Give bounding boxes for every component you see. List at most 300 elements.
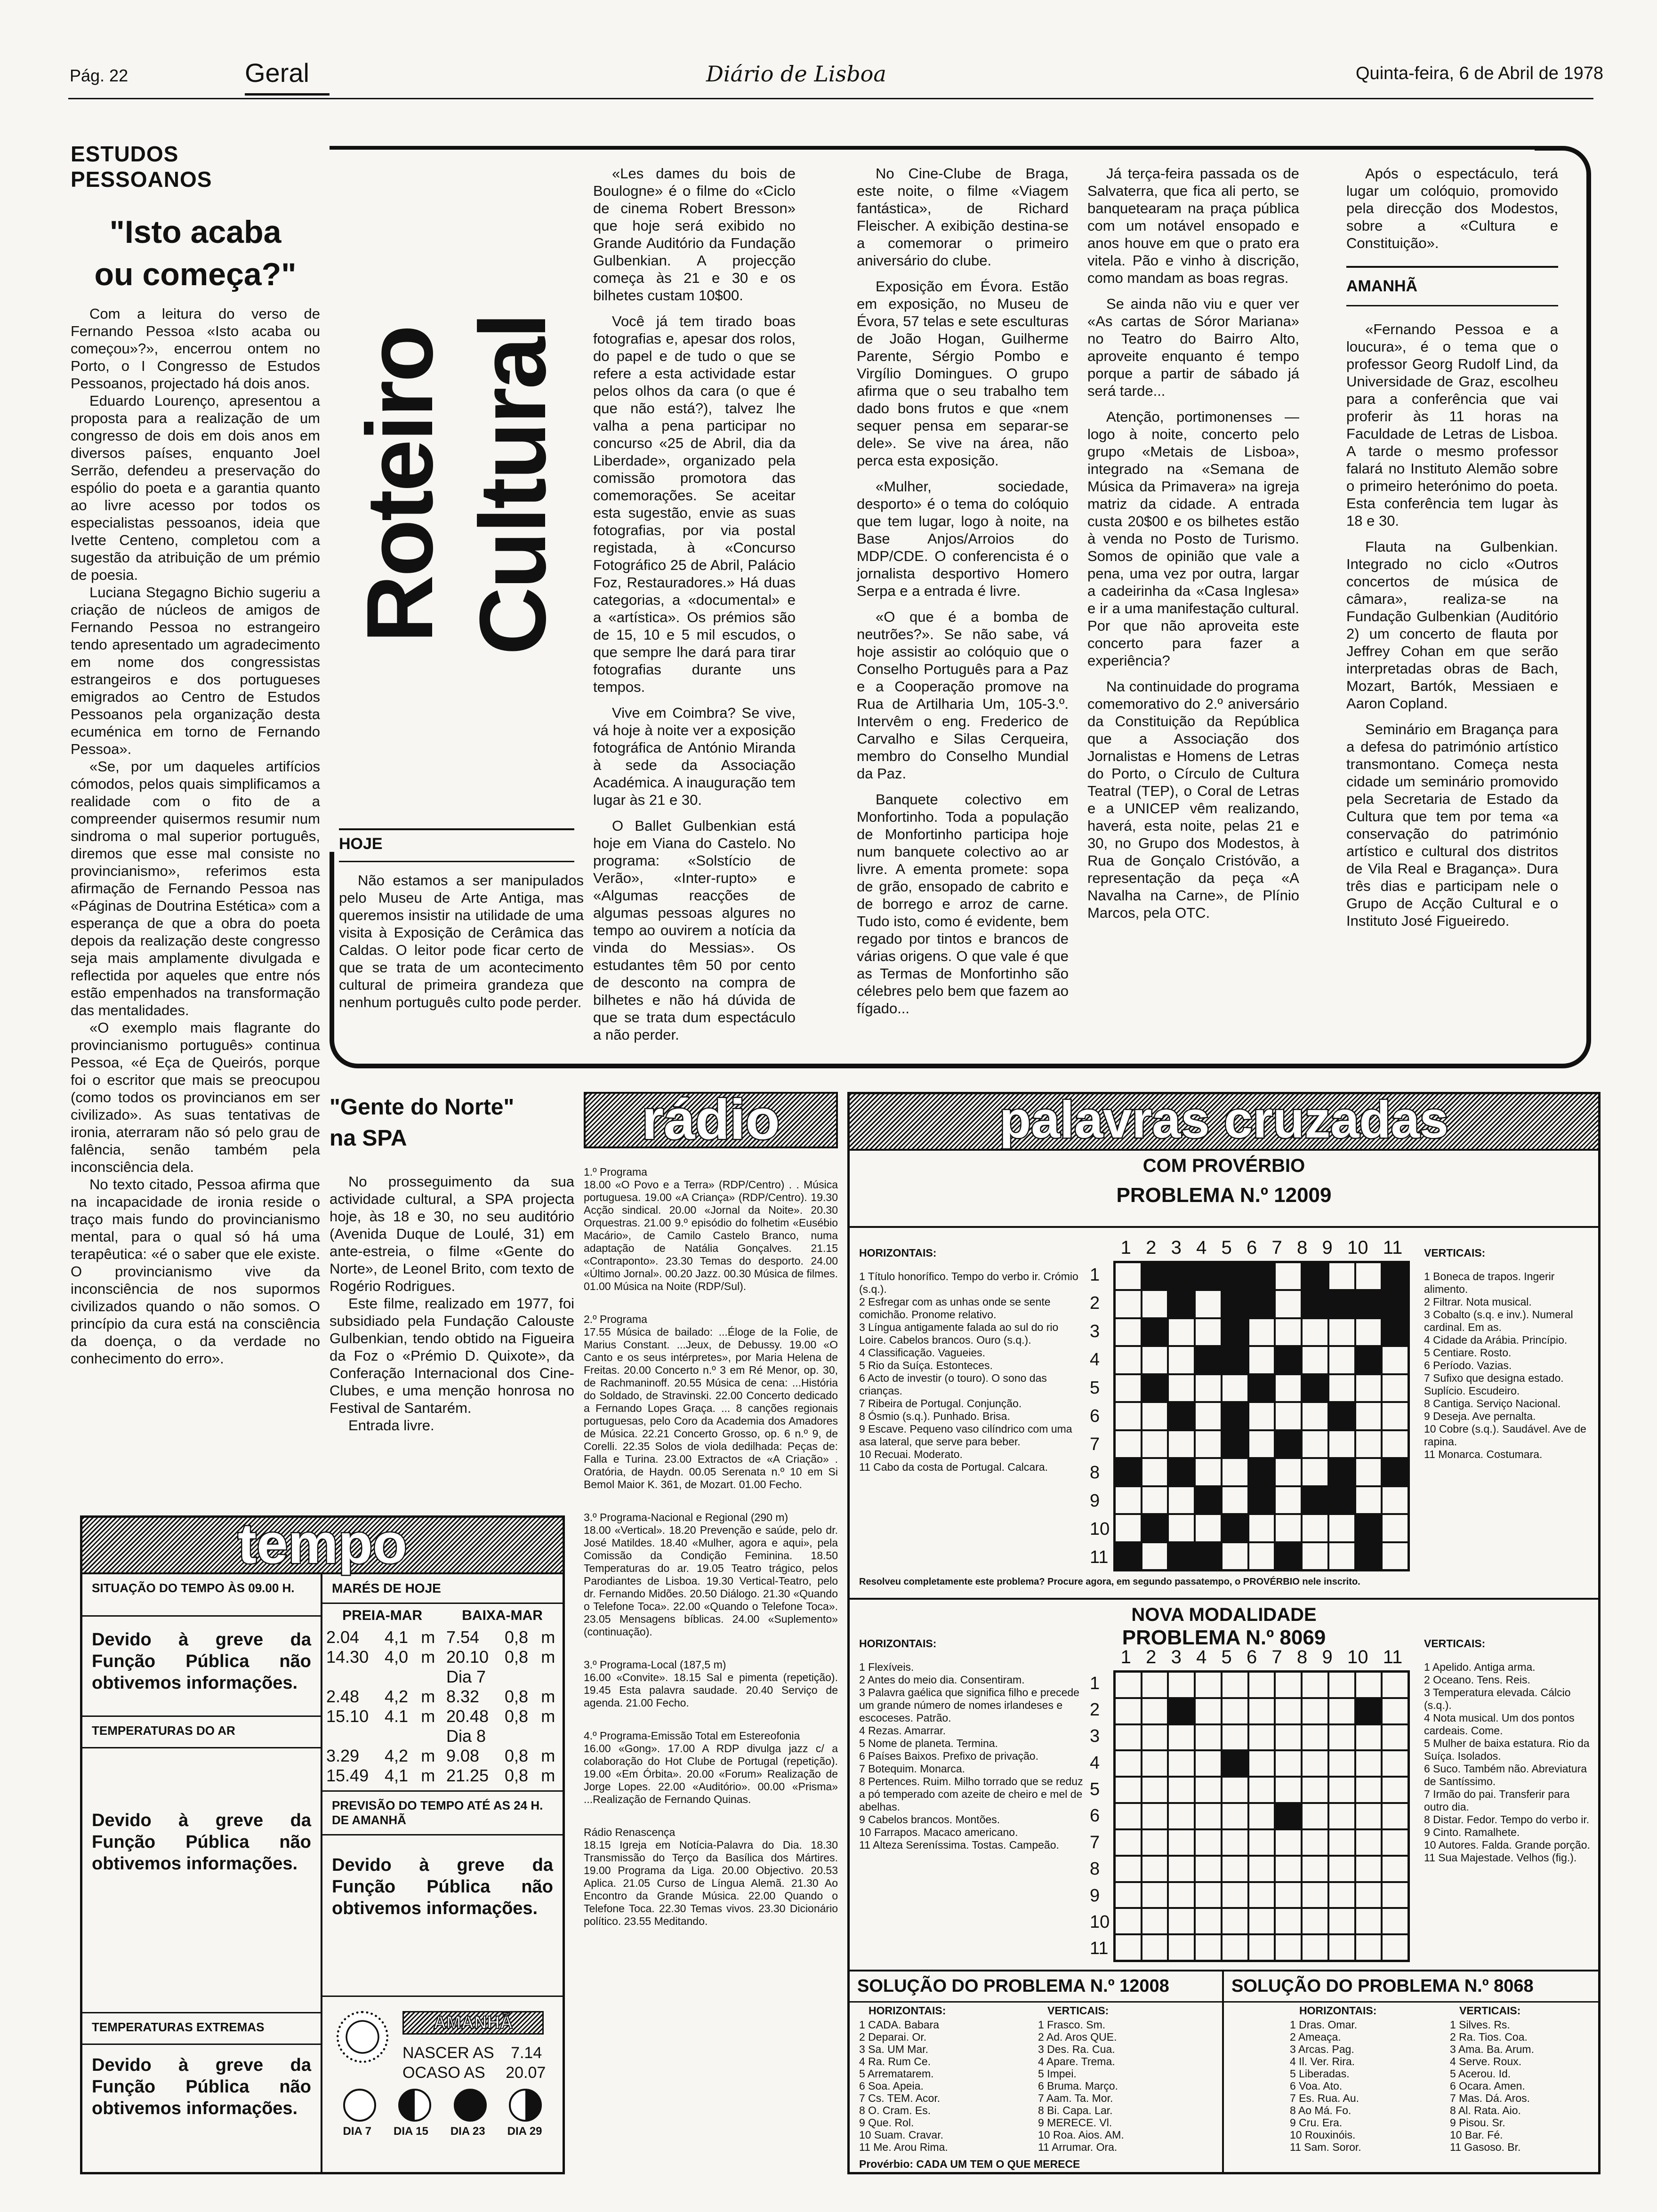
grid-cell[interactable] — [1222, 1803, 1248, 1829]
grid-cell[interactable] — [1382, 1724, 1408, 1751]
grid-cell[interactable] — [1355, 1750, 1382, 1777]
paragraph: «Les dames du bois de Boulogne» é o filme do «Ciclo de cinema Robert Bresson» que hoje será exibido no Grande Auditório da Fundação Gulbenkian. A projecção começa às 21 e 30 e os bilhetes custam 10$00. — [593, 165, 796, 304]
grid-cell[interactable] — [1382, 1829, 1408, 1856]
grid-cell[interactable] — [1328, 1777, 1355, 1803]
grid-cell[interactable] — [1115, 1430, 1142, 1458]
grid-cell[interactable] — [1115, 1672, 1142, 1698]
grid-cell[interactable] — [1195, 1908, 1222, 1934]
grid-cell[interactable] — [1222, 1542, 1248, 1570]
grid-cell[interactable] — [1328, 1724, 1355, 1751]
grid-cell[interactable] — [1302, 1777, 1328, 1803]
grid-cell[interactable] — [1195, 1458, 1222, 1486]
grid-cell[interactable] — [1115, 1290, 1142, 1318]
col-number: 1 — [1120, 1647, 1131, 1667]
grid-cell[interactable] — [1248, 1514, 1275, 1542]
grid-cell[interactable] — [1302, 1856, 1328, 1882]
grid-cell[interactable] — [1115, 1856, 1142, 1882]
tide-cell: 15.49 — [326, 1766, 369, 1785]
grid-cell[interactable] — [1248, 1908, 1275, 1934]
grid-cell[interactable] — [1275, 1486, 1302, 1514]
tide-cell: m — [541, 1647, 555, 1667]
tide-cell: 0,8 — [505, 1687, 529, 1706]
grid-cell[interactable] — [1248, 1346, 1275, 1374]
grid-cell[interactable] — [1142, 1882, 1168, 1908]
grid-cell[interactable] — [1222, 1777, 1248, 1803]
grid-cell[interactable] — [1275, 1374, 1302, 1402]
grid-cell[interactable] — [1302, 1542, 1328, 1570]
grid-cell-black — [1355, 1698, 1382, 1724]
grid-cell[interactable] — [1195, 1934, 1222, 1961]
grid-cell-black — [1302, 1486, 1328, 1514]
grid-cell[interactable] — [1168, 1882, 1195, 1908]
grid-cell[interactable] — [1302, 1908, 1328, 1934]
tide-cell — [537, 1726, 563, 1746]
tide-row — [322, 1707, 563, 1726]
grid-cell-black — [1168, 1458, 1195, 1486]
radio-listings — [584, 1153, 838, 1940]
grid-cell[interactable] — [1142, 1346, 1168, 1374]
grid-cell[interactable] — [1355, 1724, 1382, 1751]
tide-cell: m — [421, 1647, 435, 1667]
grid-cell[interactable] — [1302, 1318, 1328, 1346]
grid-cell[interactable] — [1168, 1829, 1195, 1856]
tide-cell: 7.54 — [446, 1627, 480, 1647]
grid-cell[interactable] — [1275, 1856, 1302, 1882]
grid-cell-black — [1382, 1262, 1408, 1290]
article-estudos-pessoanos — [71, 141, 320, 1367]
grid-cell[interactable] — [1195, 1672, 1222, 1698]
grid-cell[interactable] — [1142, 1803, 1168, 1829]
grid-cell[interactable] — [1355, 1908, 1382, 1934]
grid-cell[interactable] — [1142, 1908, 1168, 1934]
paper-name: Diário de Lisboa — [706, 61, 886, 87]
grid-cell[interactable] — [1382, 1934, 1408, 1961]
grid-cell[interactable] — [1355, 1803, 1382, 1829]
grid-cell[interactable] — [1355, 1486, 1382, 1514]
gente-body — [330, 1173, 574, 1434]
grid-cell[interactable] — [1275, 1934, 1302, 1961]
grid-cell[interactable] — [1328, 1514, 1355, 1542]
resolveu-note: Resolveu completamente este problema? Procure agora, em segundo passatempo, o PROVÉRBIO nele inscrito. — [859, 1577, 1360, 1587]
grid-cell[interactable] — [1275, 1402, 1302, 1430]
grid-cell[interactable] — [1382, 1430, 1408, 1458]
col-number: 4 — [1196, 1237, 1207, 1258]
grid-cell[interactable] — [1248, 1934, 1275, 1961]
tide-cell: 20.10 — [446, 1647, 489, 1667]
grid-cell[interactable] — [1355, 1402, 1382, 1430]
grid-cell[interactable] — [1115, 1908, 1142, 1934]
grid-cell[interactable] — [1115, 1934, 1142, 1961]
hoje-rule — [339, 828, 574, 830]
grid-cell[interactable] — [1275, 1882, 1302, 1908]
tide-cell — [381, 1726, 417, 1746]
grid-cell[interactable] — [1248, 1402, 1275, 1430]
solution-2-title: SOLUÇÃO DO PROBLEMA N.º 8068 — [1224, 1972, 1598, 2003]
grid-cell[interactable] — [1142, 1777, 1168, 1803]
grid-cell[interactable] — [1222, 1934, 1248, 1961]
grid-cell[interactable] — [1115, 1750, 1142, 1777]
grid-cell[interactable] — [1195, 1856, 1222, 1882]
roteiro-col-4 — [1087, 165, 1299, 922]
grid-cell[interactable] — [1382, 1856, 1408, 1882]
grid-cell[interactable] — [1355, 1672, 1382, 1698]
paragraph: «Mulher, sociedade, desporto» é o tema do colóquio que tem lugar, logo à noite, na Base Anjos/Arroios do MDP/CDE. O conferencista é o jornalista desportivo Homero Serpa e a entrada é livre. — [857, 478, 1069, 599]
grid-cell[interactable] — [1302, 1829, 1328, 1856]
temp-ext-label: TEMPERATURAS EXTREMAS — [82, 2012, 321, 2045]
grid-cell[interactable] — [1275, 1318, 1302, 1346]
grid-cell[interactable] — [1115, 1724, 1142, 1751]
grid-cell[interactable] — [1302, 1458, 1328, 1486]
grid-cell[interactable] — [1222, 1458, 1248, 1486]
grid-cell[interactable] — [1168, 1908, 1195, 1934]
sun-icon — [337, 2011, 388, 2063]
grid-cell[interactable] — [1115, 1829, 1142, 1856]
grid-cell[interactable] — [1355, 1458, 1382, 1486]
grid-cell[interactable] — [1328, 1829, 1355, 1856]
tide-cell: 20.48 — [446, 1707, 489, 1726]
section-name: Geral — [245, 58, 309, 88]
grid-cell[interactable] — [1328, 1934, 1355, 1961]
grid-cell[interactable] — [1115, 1514, 1142, 1542]
grid-cell[interactable] — [1142, 1829, 1168, 1856]
grid-cell-black — [1168, 1542, 1195, 1570]
issue-date: Quinta-feira, 6 de Abril de 1978 — [1356, 64, 1604, 83]
grid-cell[interactable] — [1222, 1486, 1248, 1514]
tide-cell — [417, 1726, 442, 1746]
tide-row — [322, 1667, 563, 1687]
grid-cell[interactable] — [1302, 1750, 1328, 1777]
grid-cell[interactable] — [1275, 1724, 1302, 1751]
grid-cell[interactable] — [1302, 1934, 1328, 1961]
grid-cell[interactable] — [1195, 1750, 1222, 1777]
grid-cell[interactable] — [1248, 1750, 1275, 1777]
paragraph: Após o espectáculo, terá lugar um colóquio, promovido pela direcção dos Modestos, sobre a «Cultura e Constituição». — [1346, 165, 1558, 251]
grid-cell[interactable] — [1248, 1698, 1275, 1724]
radio-section — [584, 1088, 838, 2165]
tide-cell: 15.10 — [326, 1707, 369, 1726]
grid-cell[interactable] — [1142, 1698, 1168, 1724]
grid-cell[interactable] — [1302, 1882, 1328, 1908]
grid-cell[interactable] — [1275, 1290, 1302, 1318]
grid-cell[interactable] — [1382, 1486, 1408, 1514]
grid-cell[interactable] — [1355, 1829, 1382, 1856]
grid-cell[interactable] — [1355, 1430, 1382, 1458]
grid-cell[interactable] — [1115, 1374, 1142, 1402]
grid-cell[interactable] — [1222, 1698, 1248, 1724]
row-number: 5 — [1090, 1378, 1100, 1398]
grid-cell[interactable] — [1115, 1486, 1142, 1514]
grid-cell[interactable] — [1302, 1803, 1328, 1829]
solutions — [850, 1970, 1598, 2172]
grid-cell[interactable] — [1328, 1430, 1355, 1458]
tide-cell: 4,2 — [385, 1746, 409, 1765]
problem-1-title: PROBLEMA N.º 12009 — [1116, 1184, 1332, 1207]
grid-cell-black — [1328, 1458, 1355, 1486]
grid-cell[interactable] — [1302, 1402, 1328, 1430]
grid-cell[interactable] — [1168, 1374, 1195, 1402]
tide-cell — [417, 1667, 442, 1687]
grid-cell[interactable] — [1328, 1908, 1355, 1934]
grid-cell[interactable] — [1302, 1724, 1328, 1751]
crossword-title: palavras cruzadas — [999, 1091, 1448, 1149]
grid-cell[interactable] — [1328, 1698, 1355, 1724]
grid-cell-black — [1142, 1374, 1168, 1402]
grid-cell-black — [1382, 1458, 1408, 1486]
tide-cell: 4.1 — [385, 1707, 409, 1726]
grid-cell[interactable] — [1328, 1318, 1355, 1346]
tide-cell: m — [421, 1766, 435, 1785]
grid-cell[interactable] — [1382, 1514, 1408, 1542]
grid-cell[interactable] — [1382, 1698, 1408, 1724]
grid-cell[interactable] — [1195, 1698, 1222, 1724]
grid-cell[interactable] — [1115, 1882, 1142, 1908]
grid-cell[interactable] — [1328, 1750, 1355, 1777]
grid-cell[interactable] — [1168, 1672, 1195, 1698]
col-number: 5 — [1221, 1237, 1232, 1258]
grid-cell[interactable] — [1275, 1262, 1302, 1290]
grid-cell-black — [1248, 1458, 1275, 1486]
tide-cell — [381, 1667, 417, 1687]
grid-cell[interactable] — [1195, 1803, 1222, 1829]
tide-cell: Dia 8 — [446, 1726, 486, 1746]
grid-cell[interactable] — [1275, 1750, 1302, 1777]
grid-cell[interactable] — [1195, 1318, 1222, 1346]
grid-cell[interactable] — [1275, 1698, 1302, 1724]
grid-cell[interactable] — [1115, 1803, 1142, 1829]
radio-program: 4.º Programa-Emissão Total em Estereofonia 16.00 «Gong». 17.00 A RDP divulga jazz c/ a colaboração do Hot Clube de Portugal (repetição). 19.00 «Em Órbita». 20.00 «Forum» Realização de Jorge Lopes. 22.00 «Auditório». 00.00 «Prisma» ...Realização de Fernando Quinas. — [584, 1730, 838, 1805]
grid-cell-black — [1142, 1262, 1168, 1290]
row-number: 8 — [1090, 1859, 1100, 1879]
radio-program: 2.º Programa 17.55 Música de bailado: ...Éloge de la Folie, de Marius Constant. ...Jeux, de Debussy. 19.00 «O Canto e os seus intérpretes», por Maria Helena de Freitas. 20.00 Concerto n.º 3 em Ré Menor, op. 30, de Rachmaninoff. 20.55 Música de cena: ...História do Soldado, de Stravinski. 22.00 Concerto dedicado a Fernando Lopes Graça. ... 8 canções regionais portuguesas, pelo Coro da Academia dos Amadores de Música. 22.21 Concerto Grosso, op. 6 n.º 9, de Corelli. 22.35 Solos de viola dedilhada: Peças de: Falla e Turina. 23.00 Extractos de «A Criação» . Oratória, de Haydn. 00.05 Serenata n.º 10 em Si Bemol Maior K. 361, de Mozart. 01.00 Fecho. — [584, 1313, 838, 1491]
grid-cell[interactable] — [1355, 1856, 1382, 1882]
amanha-badge: AMANHÃ — [402, 2011, 544, 2035]
grid-cell[interactable] — [1142, 1724, 1168, 1751]
grid-cell[interactable] — [1142, 1486, 1168, 1514]
crossword-grid-1 — [1113, 1261, 1410, 1571]
grid-cell[interactable] — [1355, 1374, 1382, 1402]
grid-cell[interactable] — [1115, 1777, 1142, 1803]
grid-cell[interactable] — [1195, 1514, 1222, 1542]
grid-cell[interactable] — [1328, 1262, 1355, 1290]
grid-cell[interactable] — [1115, 1346, 1142, 1374]
amanha-text — [1346, 321, 1558, 930]
grid-cell[interactable] — [1355, 1318, 1382, 1346]
row-number: 3 — [1090, 1321, 1100, 1341]
grid-cell-black — [1195, 1486, 1222, 1514]
grid-cell[interactable] — [1195, 1290, 1222, 1318]
paragraph: Você já tem tirado boas fotografias e, apesar dos rolos, do papel e de tudo o que se refere a esta actividade estar pelos olhos da cara (o que é que não está?), talvez lhe valha a pena participar no concurso «25 de Abril, dia da Liberdade», organizado pela comissão promotora das comemorações. Se aceitar esta sugestão, envie as suas fotografias, por via postal registada, à «Concurso Fotográfico 25 de Abril, Palácio Foz, Restauradores.» Há duas categorias, a «documental» e a «artística». Os prémios são de 15, 10 e 5 mil escudos, o que sempre lhe dará para tirar fotografias durante uns tempos. — [593, 313, 796, 695]
moon-waning-icon — [398, 2089, 431, 2122]
grid-cell[interactable] — [1168, 1346, 1195, 1374]
grid-cell[interactable] — [1382, 1777, 1408, 1803]
grid-cell[interactable] — [1248, 1542, 1275, 1570]
grid-cell[interactable] — [1195, 1724, 1222, 1751]
tide-cell: m — [541, 1766, 555, 1785]
paragraph: Com a leitura do verso de Fernando Pessoa «Isto acaba ou começou»?», encerrou ontem no Porto, o I Congresso de Estudos Pessoanos, projectado há dois anos. — [71, 305, 320, 392]
grid-cell[interactable] — [1168, 1430, 1195, 1458]
grid-cell[interactable] — [1248, 1430, 1275, 1458]
paragraph: No prosseguimento da sua actividade cultural, a SPA projecta hoje, às 18 e 30, no seu auditório (Avenida Duque de Loulé, 31) em ante-estreia, o filme «Gente do Norte», de Leonel Brito, com texto de Rogério Rodrigues. — [330, 1173, 574, 1294]
grid-cell[interactable] — [1168, 1803, 1195, 1829]
grid-cell[interactable] — [1168, 1777, 1195, 1803]
situacao-label: SITUAÇÃO DO TEMPO ÀS 09.00 H. — [82, 1574, 321, 1617]
grid-cell[interactable] — [1275, 1829, 1302, 1856]
grid-cell[interactable] — [1142, 1856, 1168, 1882]
tide-cell — [322, 1726, 381, 1746]
grid-cell[interactable] — [1302, 1672, 1328, 1698]
grid-cell[interactable] — [1302, 1430, 1328, 1458]
col5-intro — [1346, 165, 1558, 252]
grid-cell[interactable] — [1195, 1829, 1222, 1856]
grid-cell[interactable] — [1355, 1777, 1382, 1803]
grid-cell[interactable] — [1222, 1908, 1248, 1934]
grid-cell[interactable] — [1115, 1402, 1142, 1430]
moon-day: DIA 7 — [343, 2125, 371, 2138]
grid-cell[interactable] — [1275, 1908, 1302, 1934]
grid-cell[interactable] — [1115, 1318, 1142, 1346]
col-number: 6 — [1247, 1237, 1257, 1258]
grid-cell[interactable] — [1222, 1882, 1248, 1908]
vert-clues-2: 1 Apelido. Antiga arma. 2 Oceano. Tens. Reis. 3 Temperatura elevada. Cálcio (s.q.). 4 Nota musical. Um dos pontos cardeais. Come. 5 Mulher de baixa estatura. Rio da Suíça. Isolados. 6 Suco. Também não. Abreviatura de Santíssimo. 7 Irmão do pai. Transferir para outro dia. 8 Distar. Fedor. Tempo do verbo ir. 9 Cinto. Ramalhete. 10 Autores. Falda. Grande porção. 11 Sua Majestade. Velhos (fig.). — [1424, 1661, 1590, 1864]
grid-cell[interactable] — [1355, 1882, 1382, 1908]
ocaso-row — [402, 2064, 546, 2082]
grid-cell-black — [1382, 1318, 1408, 1346]
grid-cell[interactable] — [1248, 1777, 1275, 1803]
grid-cell[interactable] — [1168, 1514, 1195, 1542]
grid-cell[interactable] — [1382, 1908, 1408, 1934]
grid-cell[interactable] — [1302, 1514, 1328, 1542]
tide-cell: 0,8 — [505, 1707, 529, 1726]
col-number: 2 — [1146, 1647, 1157, 1667]
roteiro-vertical-title — [339, 174, 565, 819]
grid-cell[interactable] — [1222, 1829, 1248, 1856]
grid-cell[interactable] — [1248, 1724, 1275, 1751]
horiz-clues-2: 1 Flexíveis. 2 Antes do meio dia. Consentiram. 3 Palavra gaélica que significa filho e precede um grande número de nomes irlandeses e escoceses. Patrão. 4 Rezas. Amarrar. 5 Nome de planeta. Termina. 6 Países Baixos. Prefixo de privação. 7 Botequim. Monarca. 8 Pertences. Ruim. Milho torrado que se reduz a pó temperado com azeite de cheiro e mel de abelhas. 9 Cabelos brancos. Montões. 10 Farrapos. Macaco americano. 11 Alteza Sereníssima. Tostas. Campeão. — [859, 1661, 1083, 1851]
baixa-mar-header: BAIXA-MAR — [462, 1608, 543, 1623]
article-kicker: ESTUDOS PESSOANOS — [71, 142, 212, 192]
row-number: 6 — [1090, 1406, 1100, 1426]
grid-cell[interactable] — [1142, 1402, 1168, 1430]
grid-cell[interactable] — [1328, 1882, 1355, 1908]
grid-cell[interactable] — [1115, 1262, 1142, 1290]
grid-cell[interactable] — [1382, 1803, 1408, 1829]
greve-note: Devido à greve da Função Pública não obtivemos informações. — [92, 2055, 311, 2118]
grid-row-numbers — [1090, 1261, 1109, 1571]
problem-2-title: PROBLEMA N.º 8069 — [1122, 1626, 1326, 1649]
grid-cell[interactable] — [1382, 1346, 1408, 1374]
grid-cell[interactable] — [1382, 1672, 1408, 1698]
grid-cell[interactable] — [1168, 1934, 1195, 1961]
grid-cell[interactable] — [1222, 1672, 1248, 1698]
grid-cell[interactable] — [1222, 1724, 1248, 1751]
grid-cell[interactable] — [1142, 1934, 1168, 1961]
masthead — [0, 0, 1657, 99]
nascer-row — [402, 2044, 542, 2062]
grid-cell[interactable] — [1302, 1698, 1328, 1724]
grid-cell[interactable] — [1275, 1514, 1302, 1542]
grid-cell[interactable] — [1168, 1486, 1195, 1514]
grid-cell-black — [1222, 1750, 1248, 1777]
grid-cell[interactable] — [1195, 1882, 1222, 1908]
grid-cell[interactable] — [1222, 1856, 1248, 1882]
tide-cell: m — [541, 1627, 555, 1647]
grid-cell[interactable] — [1248, 1803, 1275, 1829]
grid-cell[interactable] — [1328, 1374, 1355, 1402]
grid-cell[interactable] — [1355, 1262, 1382, 1290]
grid-cell[interactable] — [1275, 1672, 1302, 1698]
grid-cell[interactable] — [1328, 1542, 1355, 1570]
tide-cell: 21.25 — [446, 1766, 489, 1785]
grid-cell[interactable] — [1328, 1803, 1355, 1829]
grid-cell[interactable] — [1275, 1777, 1302, 1803]
grid-cell[interactable] — [1195, 1374, 1222, 1402]
row-number: 9 — [1090, 1885, 1100, 1906]
grid-cell[interactable] — [1382, 1750, 1408, 1777]
grid-cell[interactable] — [1275, 1458, 1302, 1486]
paragraph: «O que é a bomba de neutrões?». Se não sabe, vá hoje assistir ao colóquio que o Conselho Português para a Paz e a Cooperação promove na Rua de Artilharia Um, 105-3.º. Intervêm o eng. Frederico de Carvalho e Silas Cerqueira, membro do Conselho Mundial da Paz. — [857, 609, 1069, 782]
tide-cell — [501, 1667, 537, 1687]
grid-cell[interactable] — [1248, 1882, 1275, 1908]
grid-cell-black — [1195, 1542, 1222, 1570]
grid-cell[interactable] — [1328, 1856, 1355, 1882]
grid-cell[interactable] — [1142, 1430, 1168, 1458]
grid-cell[interactable] — [1248, 1318, 1275, 1346]
grid-cell[interactable] — [1195, 1777, 1222, 1803]
paragraph: Este filme, realizado em 1977, foi subsidiado pela Fundação Calouste Gulbenkian, tendo obtido na Figueira da Foz o «Prémio D. Quixote», da Conferação Internacional dos Cine-Clubes, e uma menção honrosa no Festival de Santarém. — [330, 1295, 574, 1416]
grid-cell[interactable] — [1142, 1750, 1168, 1777]
tide-cell: 14.30 — [326, 1647, 369, 1667]
grid-cell[interactable] — [1142, 1542, 1168, 1570]
paragraph: Vive em Coimbra? Se vive, vá hoje à noite ver a exposição fotográfica de António Miranda à sede da Associação Académica. A inauguração tem lugar às 21 e 30. — [593, 705, 796, 808]
grid-cell[interactable] — [1168, 1750, 1195, 1777]
col-number: 10 — [1347, 1237, 1368, 1258]
tide-cell: m — [541, 1746, 555, 1765]
grid-cell[interactable] — [1142, 1672, 1168, 1698]
grid-cell[interactable] — [1382, 1882, 1408, 1908]
grid-cell[interactable] — [1382, 1374, 1408, 1402]
moon-day: DIA 29 — [507, 2125, 542, 2138]
col-number: 6 — [1247, 1647, 1257, 1667]
grid-cell[interactable] — [1195, 1430, 1222, 1458]
tide-cell: 0,8 — [505, 1766, 529, 1785]
grid-cell[interactable] — [1168, 1318, 1195, 1346]
grid-cell[interactable] — [1142, 1290, 1168, 1318]
grid-cell[interactable] — [1328, 1346, 1355, 1374]
grid-cell[interactable] — [1382, 1542, 1408, 1570]
grid-row-numbers — [1090, 1670, 1109, 1962]
grid-cell[interactable] — [1355, 1934, 1382, 1961]
sol-1-v: 1 Frasco. Sm. 2 Ad. Aros QUE. 3 Des. Ra. Cua. 4 Apare. Trema. 5 Impei. 6 Bruma. Março. 7 Aam. Ta. Mor. 8 Bi. Capa. Lar. 9 MERECE. Vl. 10 Roa. Aios. AM. 11 Arrumar. Ora. — [1038, 2019, 1124, 2153]
grid-cell[interactable] — [1248, 1856, 1275, 1882]
grid-cell[interactable] — [1115, 1698, 1142, 1724]
grid-cell[interactable] — [1382, 1402, 1408, 1430]
grid-cell[interactable] — [1168, 1856, 1195, 1882]
grid-cell[interactable] — [1195, 1402, 1222, 1430]
grid-cell[interactable] — [1248, 1829, 1275, 1856]
amanha-rule — [1346, 266, 1558, 268]
grid-cell[interactable] — [1142, 1458, 1168, 1486]
title-line-1: "Isto acaba — [109, 214, 282, 250]
grid-cell[interactable] — [1328, 1672, 1355, 1698]
horiz-label: HORIZONTAIS: — [859, 1247, 937, 1259]
grid-cell-black — [1248, 1486, 1275, 1514]
grid-cell[interactable] — [1222, 1374, 1248, 1402]
grid-cell[interactable] — [1168, 1724, 1195, 1751]
grid-cell-black — [1222, 1290, 1248, 1318]
grid-cell[interactable] — [1248, 1672, 1275, 1698]
grid-cell[interactable] — [1302, 1346, 1328, 1374]
col-number: 8 — [1297, 1237, 1308, 1258]
